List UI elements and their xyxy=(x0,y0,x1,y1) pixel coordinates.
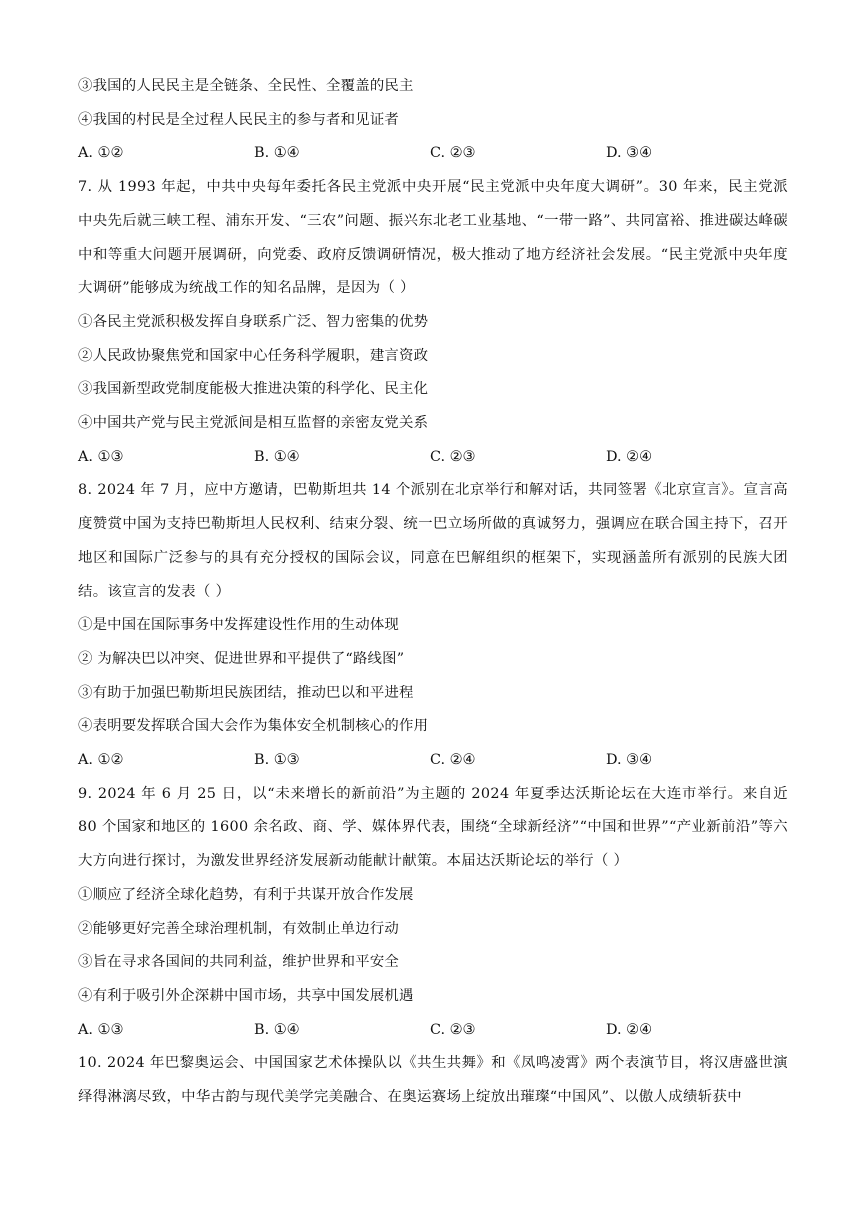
q8-option-c: C. ②④ xyxy=(430,752,476,769)
q9-statement-4: ④有利于吸引外企深耕中国市场，共享中国发展机遇 xyxy=(78,987,414,1004)
q8-option-d: D. ③④ xyxy=(606,752,652,769)
q9-options xyxy=(78,1014,788,1048)
exam-page xyxy=(78,70,788,1115)
q10-stem: 10. 2024 年巴黎奥运会、中国国家艺术体操队以《共生共舞》和《凤鸣凌霄》两个表演节目，将汉唐盛世演绎得淋漓尽致，中华古韵与现代美学完美融合、在奥运赛场上绽放出璀璨“中国风”、以傲人成绩斩获中 xyxy=(78,1055,788,1106)
q8-statement-4: ④表明要发挥联合国大会作为集体安全机制核心的作用 xyxy=(78,718,429,735)
q6-options xyxy=(78,137,788,171)
q8-statement-3: ③有助于加强巴勒斯坦民族团结，推动巴以和平进程 xyxy=(78,684,414,701)
q7-stem: 7. 从 1993 年起，中共中央每年委托各民主党派中央开展“民主党派中央年度大调研”。30 年来，民主党派中央先后就三峡工程、浦东开发、“三农”问题、振兴东北老工业基地、“一带一路”、共同富裕、推进碳达峰碳中和等重大问题开展调研，向党委、政府反馈调研情况，极大推动了地方经济社会发展。“民主党派中央年度大调研”能够成为统战工作的知名品牌，是因为（ ） xyxy=(78,179,788,297)
q9-option-b: B. ①④ xyxy=(254,1021,300,1038)
q7-option-b: B. ①④ xyxy=(254,448,300,465)
q7-statement-1: ①各民主党派积极发挥自身联系广泛、智力密集的优势 xyxy=(78,313,429,330)
q6-option-c: C. ②③ xyxy=(430,145,476,162)
q9-option-a: A. ①③ xyxy=(78,1021,124,1038)
q6-option-d: D. ③④ xyxy=(606,145,652,162)
q6-option-a: A. ①② xyxy=(78,145,124,162)
q8-options xyxy=(78,744,788,778)
q7-options xyxy=(78,441,788,475)
q8-statement-2: ② 为解决巴以冲突、促进世界和平提供了“路线图” xyxy=(78,650,405,667)
q9-option-d: D. ②④ xyxy=(606,1021,652,1038)
q9-option-c: C. ②③ xyxy=(430,1021,476,1038)
q7-option-a: A. ①③ xyxy=(78,448,124,465)
q6-statement-4: ④我国的村民是全过程人民民主的参与者和见证者 xyxy=(78,111,399,128)
q9-stem: 9. 2024 年 6 月 25 日，以“未来增长的新前沿”为主题的 2024 年夏季达沃斯论坛在大连市举行。来自近 80 个国家和地区的 1600 余名政、商、学、媒体界代表，围绕“全球新经济”“中国和世界”“产业新前沿”等六大方向进行探讨，为激发世界经济发展新动能献计献策。本届达沃斯论坛的举行（ ） xyxy=(78,785,788,870)
q9-statement-2: ②能够更好完善全球治理机制，有效制止单边行动 xyxy=(78,920,399,937)
q7-statement-3: ③我国新型政党制度能极大推进决策的科学化、民主化 xyxy=(78,381,429,398)
q9-statement-1: ①顺应了经济全球化趋势，有利于共谋开放合作发展 xyxy=(78,886,414,903)
q8-statement-1: ①是中国在国际事务中发挥建设性作用的生动体现 xyxy=(78,617,399,634)
q8-option-a: A. ①② xyxy=(78,752,124,769)
q7-option-c: C. ②③ xyxy=(430,448,476,465)
q6-statement-3: ③我国的人民民主是全链条、全民性、全覆盖的民主 xyxy=(78,78,414,94)
q7-statement-4: ④中国共产党与民主党派间是相互监督的亲密友党关系 xyxy=(78,415,429,432)
q8-option-b: B. ①③ xyxy=(254,752,300,769)
q6-option-b: B. ①④ xyxy=(254,145,300,162)
q8-stem: 8. 2024 年 7 月，应中方邀请，巴勒斯坦共 14 个派别在北京举行和解对话，共同签署《北京宣言》。宣言高度赞赏中国为支持巴勒斯坦人民权利、结束分裂、统一巴立场所做的真诚努力，强调应在联合国主持下，召开地区和国际广泛参与的具有充分授权的国际会议，同意在巴解组织的框架下，实现涵盖所有派别的民族大团结。该宣言的发表（ ） xyxy=(78,482,788,600)
q7-statement-2: ②人民政协聚焦党和国家中心任务科学履职，建言资政 xyxy=(78,347,429,364)
q9-statement-3: ③旨在寻求各国间的共同利益，维护世界和平安全 xyxy=(78,954,399,971)
q7-option-d: D. ②④ xyxy=(606,448,652,465)
